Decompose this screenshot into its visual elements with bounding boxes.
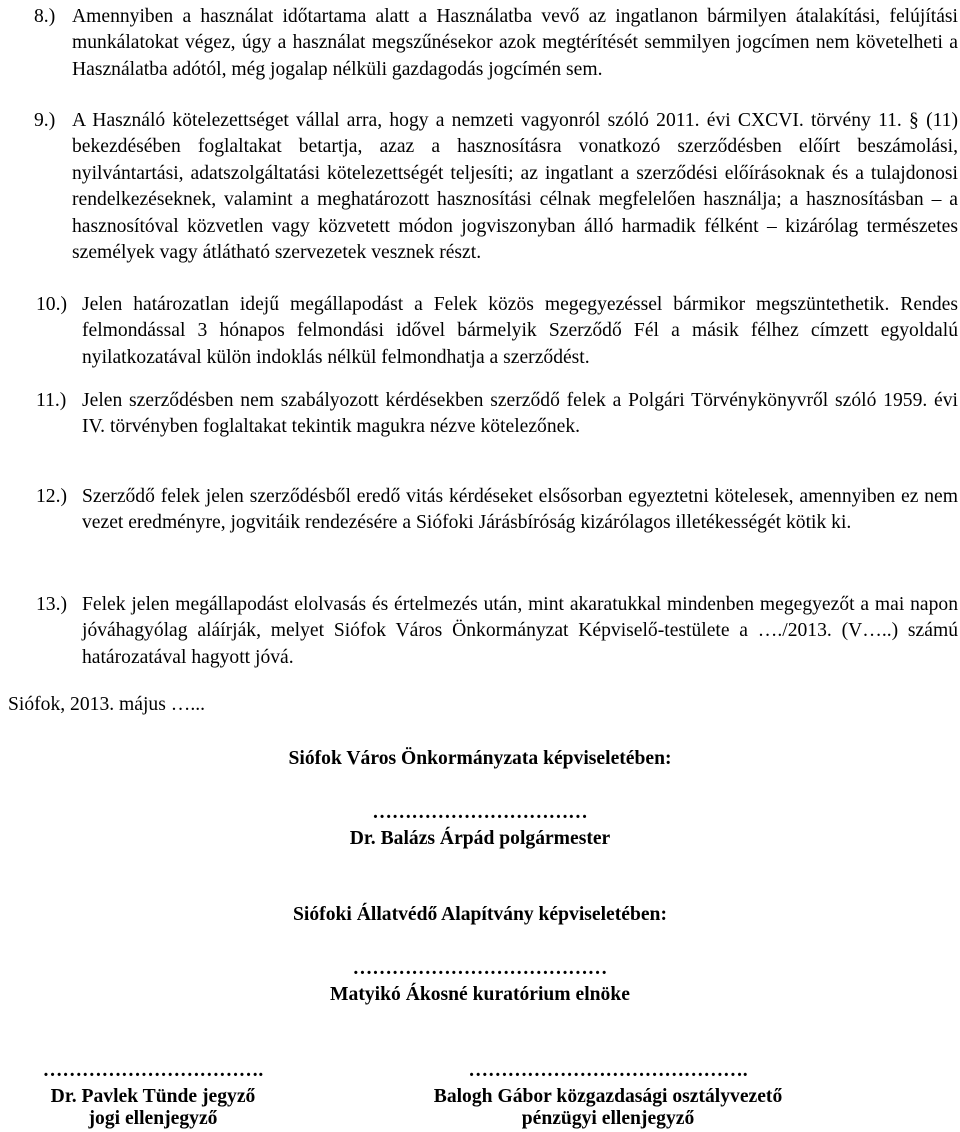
paragraph-text: Amennyiben a használat időtartama alatt a Használatba vevő az ingatlanon bármilyen átalakítási, felújítási munkálatokat végez, úgy a használat megszűnésekor azok megtérítését semmilyen jogcímen nem követelheti a Használatba adótól, még jogalap nélküli gazdagodás jogcímén sem. [72,6,958,80]
paragraph-number: 8.) [34,6,56,27]
paragraph-12 [36,484,958,537]
foundation-signature-line: ………………………………… [352,958,608,979]
paragraph-text: A Használó kötelezettséget vállal arra, hogy a nemzeti vagyonról szóló 2011. évi CXCVI. törvény 11. § (11) bekezdésében foglaltakat betartja, azaz a hasznosításra vonatkozó szerződésben előírt beszámolási, nyilvántartási, adatszolgáltatási kötelezettségét teljesíti; az ingatlant a szerződési előírásoknak és a tulajdonosi rendelkezéseknek, valamint a meghatározott hasznosítási célnak megfelelően használja; a hasznosításban – a hasznosítóval közvetlen vagy közvetett módon jogviszonyban álló harmadik félként – kizárólag természetes személyek vagy átlátható szervezetek vesznek részt. [72,110,958,264]
legal-countersigner-role: jogi ellenjegyző [88,1108,218,1129]
foundation-representation-heading: Siófoki Állatvédő Alapítvány képviseletében: [293,904,667,925]
paragraph-11 [36,388,958,441]
foundation-signer-name: Matyikó Ákosné kuratórium elnöke [330,984,630,1005]
paragraph-text: Szerződő felek jelen szerződésből eredő vitás kérdéseket elsősorban egyeztetni kötelesek, amennyiben ez nem vezet eredményre, jogvitáik rendezésére a Siófoki Járásbíróság kizárólagos illetékességét kötik ki. [82,486,958,534]
paragraph-8 [34,4,958,83]
paragraph-text: Felek jelen megállapodást elolvasás és értelmezés után, mint akaratukkal mindenben megegyezőt a mai napon jóváhagyólag aláírják, melyet Siófok Város Önkormányzat Képviselő-testülete a …./2013. (V…..) számú határozatával hagyott jóvá. [82,594,958,668]
city-signer-name: Dr. Balázs Árpád polgármester [349,828,611,849]
paragraph-10 [36,292,958,371]
financial-countersigner-name: Balogh Gábor közgazdasági osztályvezető [433,1086,783,1107]
legal-countersigner-name: Dr. Pavlek Tünde jegyző [50,1086,256,1107]
paragraph-number: 12.) [36,486,68,507]
paragraph-number: 9.) [34,110,56,131]
financial-countersigner-role: pénzügyi ellenjegyző [521,1108,695,1129]
paragraph-number: 13.) [36,594,68,615]
legal-countersign-dots: ……………………………. [42,1060,264,1081]
paragraph-13 [36,592,958,671]
paragraph-9 [34,108,958,266]
city-representation-heading: Siófok Város Önkormányzata képviseletében: [288,748,672,769]
paragraph-text: Jelen határozatlan idejű megállapodást a Felek közös megegyezéssel bármikor megszüntethetik. Rendes felmondással 3 hónapos felmondási idővel bármelyik Szerződő Fél a másik félhez címzett egyoldalú nyilatkozatával külön indoklás nélkül felmondhatja a szerződést. [82,294,958,368]
place-and-date: Siófok, 2013. május …... [8,694,206,715]
paragraph-number: 10.) [36,294,68,315]
financial-countersign-dots: ……………………………………. [468,1060,748,1081]
paragraph-text: Jelen szerződésben nem szabályozott kérdésekben szerződő felek a Polgári Törvénykönyvről szóló 1959. évi IV. törvényben foglaltakat tekintik magukra nézve kötelezőnek. [82,390,958,438]
paragraph-number: 11.) [36,390,67,411]
city-signature-line: …………………………… [372,802,588,823]
